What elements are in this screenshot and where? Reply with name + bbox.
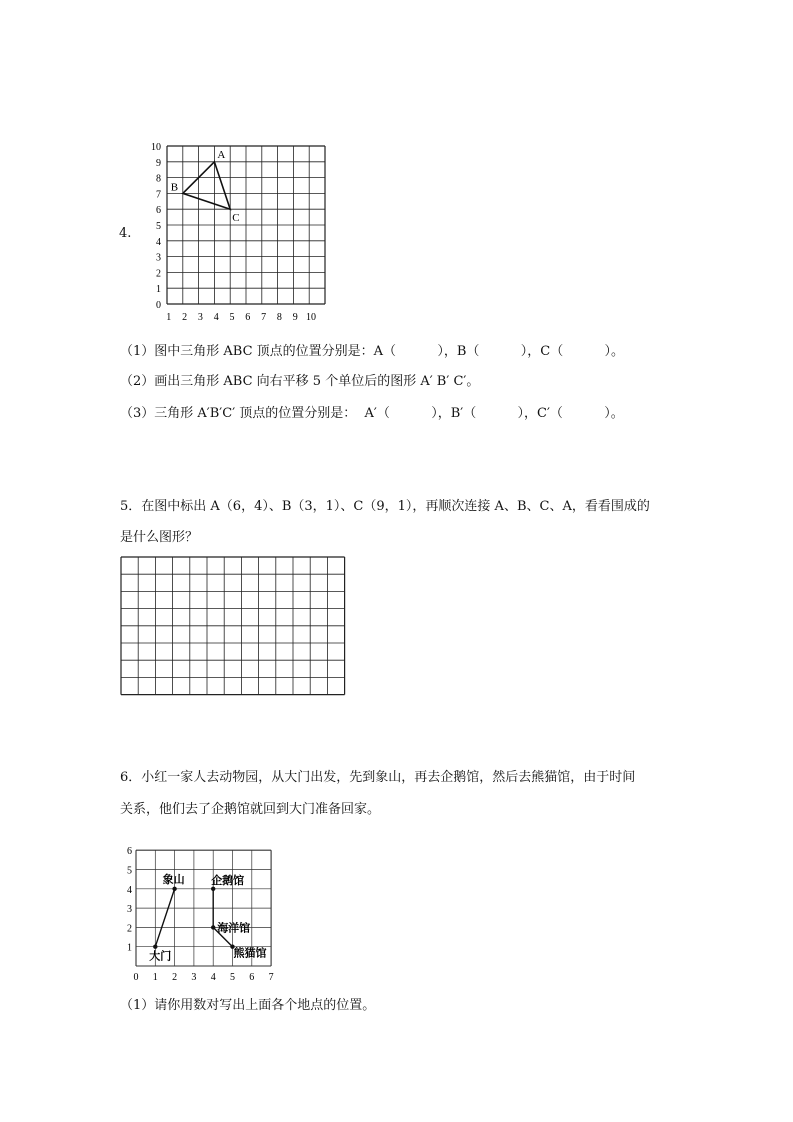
q4-x-tick-label: 2 <box>182 312 188 323</box>
q6-x-axis-ticks <box>134 972 274 983</box>
q6-sub1: （1）请你用数对写出上面各个地点的位置。 <box>120 998 376 1013</box>
q4-y-tick-label: 9 <box>156 157 161 169</box>
q4-y-tick-label: 5 <box>156 221 161 232</box>
q4-x-tick-label: 8 <box>276 312 282 323</box>
q6-zoo-map-chart <box>118 836 288 984</box>
q6-x-tick-label: 3 <box>191 972 197 983</box>
vertex-label-b: B <box>170 181 179 194</box>
triangle-abc <box>183 162 230 209</box>
q6-place-label: 企鹅馆 <box>211 873 245 887</box>
q6-y-tick-label: 3 <box>127 904 132 916</box>
q4-y-axis-ticks <box>151 142 161 311</box>
q6-place-dot <box>153 945 157 949</box>
q6-x-tick-label: 7 <box>268 972 274 983</box>
q4-x-tick-label: 5 <box>229 312 235 323</box>
q4-x-tick-label: 1 <box>166 312 172 323</box>
q6-route-line <box>155 889 174 947</box>
q4-y-tick-label: 7 <box>156 189 161 201</box>
q6-x-tick-label: 6 <box>249 972 255 983</box>
q6-y-tick-label: 2 <box>127 923 132 935</box>
q6-place-dot <box>211 887 215 891</box>
q4-vertex-labels <box>171 149 240 224</box>
q6-x-tick-label: 0 <box>133 972 139 983</box>
q6-x-tick-label: 4 <box>210 972 216 983</box>
q4-grid-chart <box>140 138 340 328</box>
q4-y-tick-label: 6 <box>156 205 161 217</box>
q6-line2: 关系，他们去了企鹅馆就回到大门准备回家。 <box>120 802 381 817</box>
q4-y-tick-label: 8 <box>156 173 161 185</box>
q5-grid-lines <box>121 557 345 695</box>
q6-y-axis-ticks <box>127 846 132 954</box>
q4-y-tick-label: 2 <box>156 268 161 280</box>
q6-y-tick-label: 1 <box>127 942 132 954</box>
q4-y-tick-label: 10 <box>151 142 161 153</box>
q5-blank-grid <box>119 556 349 698</box>
q6-y-tick-label: 6 <box>127 846 132 858</box>
q5-line1: 5．在图中标出 A（6，4）、B（3，1）、C（9，1），再顺次连接 A、B、C、A，看看围成的 <box>120 499 650 514</box>
q6-x-tick-label: 2 <box>172 972 178 983</box>
q4-y-tick-label: 0 <box>156 300 161 311</box>
vertex-label-a: A <box>217 148 226 161</box>
q6-y-tick-label: 4 <box>127 884 132 896</box>
q4-x-tick-label: 7 <box>261 312 267 323</box>
q6-place-dot <box>211 925 215 929</box>
q6-place-label: 象山 <box>162 872 185 886</box>
q4-y-tick-label: 1 <box>156 284 161 296</box>
q6-place-dot <box>172 887 176 891</box>
q4-x-tick-label: 3 <box>197 312 203 323</box>
q6-y-tick-label: 5 <box>127 865 132 877</box>
q6-place-label: 海洋馆 <box>217 921 251 935</box>
q6-x-tick-label: 1 <box>152 972 158 983</box>
q4-x-tick-label: 10 <box>306 312 316 323</box>
q6-place-label: 大门 <box>149 949 172 963</box>
q4-x-tick-label: 6 <box>245 312 251 323</box>
q4-x-tick-label: 4 <box>213 312 219 323</box>
q4-sub1: （1）图中三角形 ABC 顶点的位置分别是：A（ ），B（ ），C（ ）。 <box>120 344 625 359</box>
q4-y-tick-label: 3 <box>156 252 161 264</box>
q4-grid-lines <box>167 146 325 304</box>
q4-x-tick-label: 9 <box>292 312 298 323</box>
q4-sub3: （3）三角形 A′B′C′ 顶点的位置分别是： A′（ ），B′（ ），C′（ ）。 <box>120 406 624 421</box>
q6-x-tick-label: 5 <box>230 972 235 983</box>
q6-line1: 6．小红一家人去动物园，从大门出发，先到象山，再去企鹅馆，然后去熊猫馆，由于时间 <box>120 770 636 785</box>
q4-y-tick-label: 4 <box>156 236 161 248</box>
q4-x-axis-ticks <box>166 312 316 323</box>
q4-number: 4. <box>119 226 132 241</box>
q6-place-label: 熊猫馆 <box>233 946 267 960</box>
vertex-label-c: C <box>232 212 240 225</box>
q4-sub2: （2）画出三角形 ABC 向右平移 5 个单位后的图形 A′ B′ C′。 <box>120 374 480 389</box>
q5-line2: 是什么图形？ <box>120 530 199 545</box>
q6-place-markers <box>149 872 266 963</box>
